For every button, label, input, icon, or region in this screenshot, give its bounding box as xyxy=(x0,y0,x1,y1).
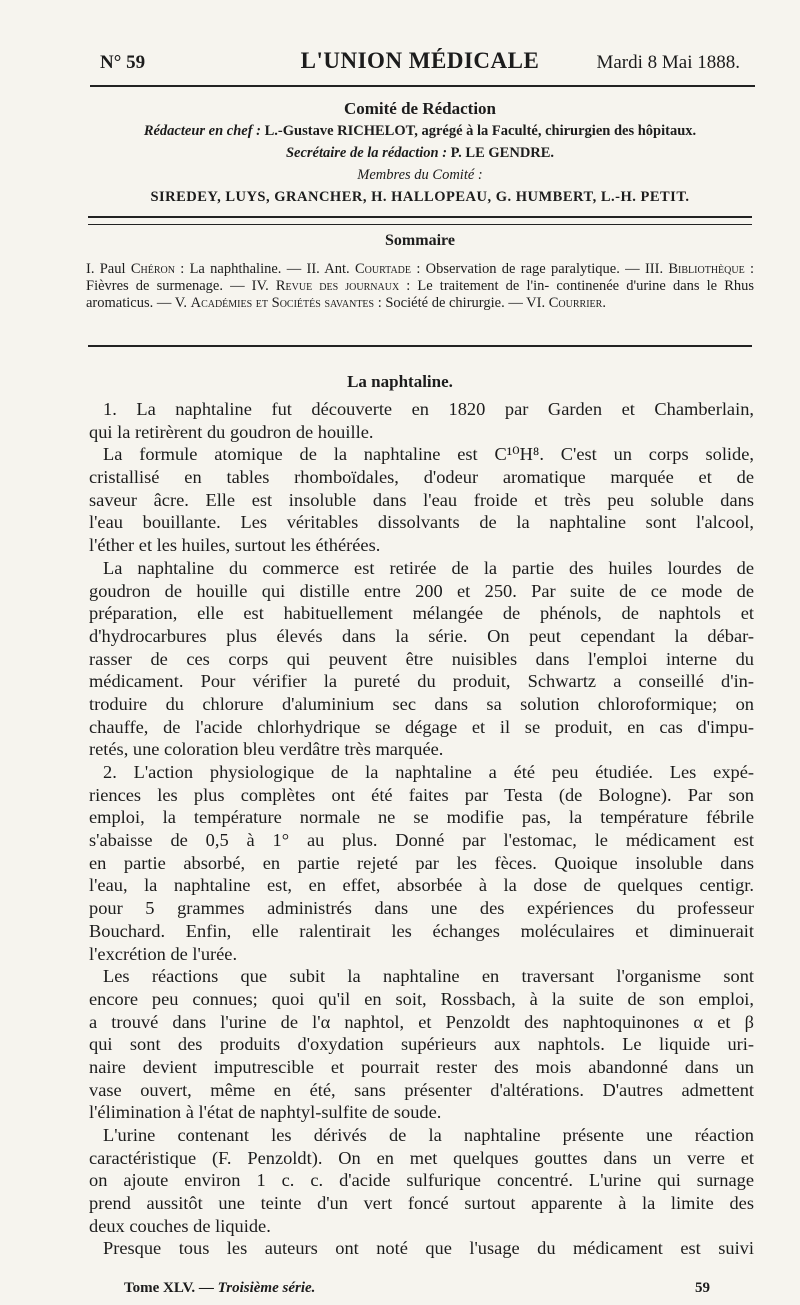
article-line: Les réactions que subit la naphtaline en traversant l'organisme sont xyxy=(103,966,754,987)
article-line: La naphtaline du commerce est retirée de la partie des huiles lourdes de xyxy=(103,557,754,578)
article-line: a trouvé dans l'urine de l'α naphtol, et Penzoldt des naphtoquinones α et β xyxy=(89,1011,754,1032)
article-line: l'élimination à l'état de naphtyl-sulfite de soude. xyxy=(89,1102,442,1123)
summary-title: Sommaire xyxy=(385,232,455,249)
article-line: cristallisé en tables rhomboïdales, d'odeur aromatique marquée et de xyxy=(89,467,754,488)
journal-title: L'UNION MÉDICALE xyxy=(300,48,540,73)
summary-author: Courtade xyxy=(354,261,412,277)
tome-label xyxy=(124,1280,315,1296)
article-line: l'éther et les huiles, surtout les éthérées. xyxy=(89,535,381,556)
article-line: 1. La naphtaline fut découverte en 1820 par Garden et Chamberlain, xyxy=(103,399,754,419)
article-line: prend aussitôt une teinte d'un vert foncé surtout apparente à la limite des xyxy=(89,1193,754,1214)
editor-label: Rédacteur en chef : xyxy=(143,123,262,139)
committee-heading: Comité de Rédaction xyxy=(343,99,497,118)
summary-text-part: de chirurgie. — VI. xyxy=(431,295,546,311)
secretary-name: P. LE GENDRE. xyxy=(450,145,555,161)
summary-text-part: continenée d'urine dans le Rhus aromaticus. — V. xyxy=(86,278,755,311)
article-line: pour 5 grammes administrés dans une des expériences du professeur xyxy=(89,898,754,919)
summary-section: Revue des journaux xyxy=(275,278,400,294)
summary-section: Académies et Sociétés savantes xyxy=(190,295,375,311)
article-line: retés, une coloration bleu verdâtre très marquée. xyxy=(89,739,444,760)
article-line: La formule atomique de la naphtaline est C¹⁰H⁸. C'est un corps solide, xyxy=(103,444,754,465)
article-title: La naphtaline. xyxy=(347,372,453,391)
article-line: Presque tous les auteurs ont noté que l'usage du médicament est suivi xyxy=(103,1238,754,1259)
article-line: médicament. Pour vérifier la pureté du produit, Schwartz a conseillé d'in- xyxy=(89,671,754,692)
summary-text-part: . xyxy=(602,295,606,311)
article-line: l'eau, la naphtaline est, en effet, absorbée à la dose de quelques centigr. xyxy=(89,875,754,896)
summary-text-part: I. Paul xyxy=(86,261,126,277)
members-names: SIREDEY, LUYS, GRANCHER, H. HALLOPEAU, G. HUMBERT, L.-H. PETIT. xyxy=(150,189,690,205)
article-body xyxy=(89,398,754,1260)
summary-text-part: : Société xyxy=(377,295,429,311)
summary-text xyxy=(86,261,754,312)
article-line: rasser de ces corps qui peuvent être nuisibles dans l'emploi interne du xyxy=(89,648,754,669)
summary-author: Chéron xyxy=(130,261,175,277)
article-line: en partie absorbé, en partie rejeté par les fèces. Quoique insoluble dans xyxy=(89,852,754,873)
article-line: préparation, elle est habituellement mélangée de phénols, de naphtols et xyxy=(89,603,754,624)
summary-text-part: III. xyxy=(644,261,664,277)
editor-in-chief xyxy=(80,120,760,142)
summary-text-part: : Fièvres de surmenage. — IV. xyxy=(86,261,755,294)
article-line: riences les plus complètes ont été faites par Testa (de Bologne). Par son xyxy=(89,784,754,805)
article-line: 2. L'action physiologique de la naphtaline a été peu étudiée. Les expé- xyxy=(103,762,754,782)
summary-text-part: : Observation de rage paralytique. — xyxy=(416,261,640,277)
article-line: qui la retirèrent du goudron de houille. xyxy=(89,421,374,442)
page-footer xyxy=(124,1280,710,1297)
article-line: s'abaisse de 0,5 à 1° au plus. Donné par l'estomac, le médicament est xyxy=(89,830,754,851)
article-line: d'hydrocarbures plus élevés dans la série. On peut cependant la débar- xyxy=(89,625,754,646)
article-line: qui sont des produits d'oxydation supérieurs aux naphtols. Le liquide uri- xyxy=(89,1034,754,1055)
article-line: caractéristique (F. Penzoldt). On en met quelques gouttes dans un verre et xyxy=(89,1147,754,1168)
article-line: saveur âcre. Elle est insoluble dans l'eau froide et très peu soluble dans xyxy=(89,489,754,510)
double-rule xyxy=(88,216,752,225)
article-line: l'eau bouillante. Les véritables dissolvants de la naphtaline sont l'alcool, xyxy=(89,512,754,533)
article-line: l'excrétion de l'urée. xyxy=(89,943,238,964)
article-line: Bouchard. Enfin, elle ralentirait les échanges moléculaires et diminuerait xyxy=(89,920,754,941)
issue-date: Mardi 8 Mai 1888. xyxy=(596,52,740,73)
summary-rule xyxy=(88,345,752,347)
summary-text-part: : Le traitement de l'in- xyxy=(406,278,550,294)
article-line: goudron de houille qui distille entre 200 et 250. Par suite de ce mode de xyxy=(89,580,754,601)
header-rule xyxy=(90,85,755,87)
article-line: L'urine contenant les dérivés de la naphtaline présente une réaction xyxy=(103,1125,754,1145)
secretary xyxy=(80,142,760,164)
article-line: vase ouvert, même en été, sans présenter d'altérations. D'autres admettent xyxy=(89,1079,754,1100)
page-number: 59 xyxy=(695,1280,710,1296)
summary-section: Courrier xyxy=(548,295,603,311)
tome-number: Tome XLV. — xyxy=(124,1280,214,1296)
article-line: emploi, la température normale ne se modifie pas, la température fébrile xyxy=(89,807,754,828)
secretary-label: Secrétaire de la rédaction : xyxy=(285,145,448,161)
article-line: chauffe, de l'acide chlorhydrique se dégage et il se produit, en cas d'impu- xyxy=(89,716,754,737)
article-line: on ajoute environ 1 c. c. d'acide sulfurique concentré. L'urine qui surnage xyxy=(89,1170,754,1191)
article-line: troduire du chlorure d'aluminium sec dans sa solution chloroformique; on xyxy=(89,693,754,714)
issue-number: N° 59 xyxy=(100,52,146,73)
summary xyxy=(86,232,754,312)
editor-name: L.-Gustave RICHELOT, agrégé à la Faculté, chirurgien des hôpitaux. xyxy=(264,123,697,139)
summary-section: Bibliothèque xyxy=(668,261,745,277)
article-line: naire devient imputrescible et pourrait rester des mois abandonné dans un xyxy=(89,1056,754,1077)
editorial-committee xyxy=(80,98,760,208)
article-line: deux couches de liquide. xyxy=(89,1215,271,1236)
article-line: encore peu connues; quoi qu'il en soit, Rossbach, à la suite de son emploi, xyxy=(89,988,754,1009)
series-label: Troisième série. xyxy=(217,1280,316,1296)
page-header xyxy=(100,48,740,82)
summary-text-part: : La naphthaline. — II. Ant. xyxy=(180,261,350,277)
members-label: Membres du Comité : xyxy=(357,167,483,183)
